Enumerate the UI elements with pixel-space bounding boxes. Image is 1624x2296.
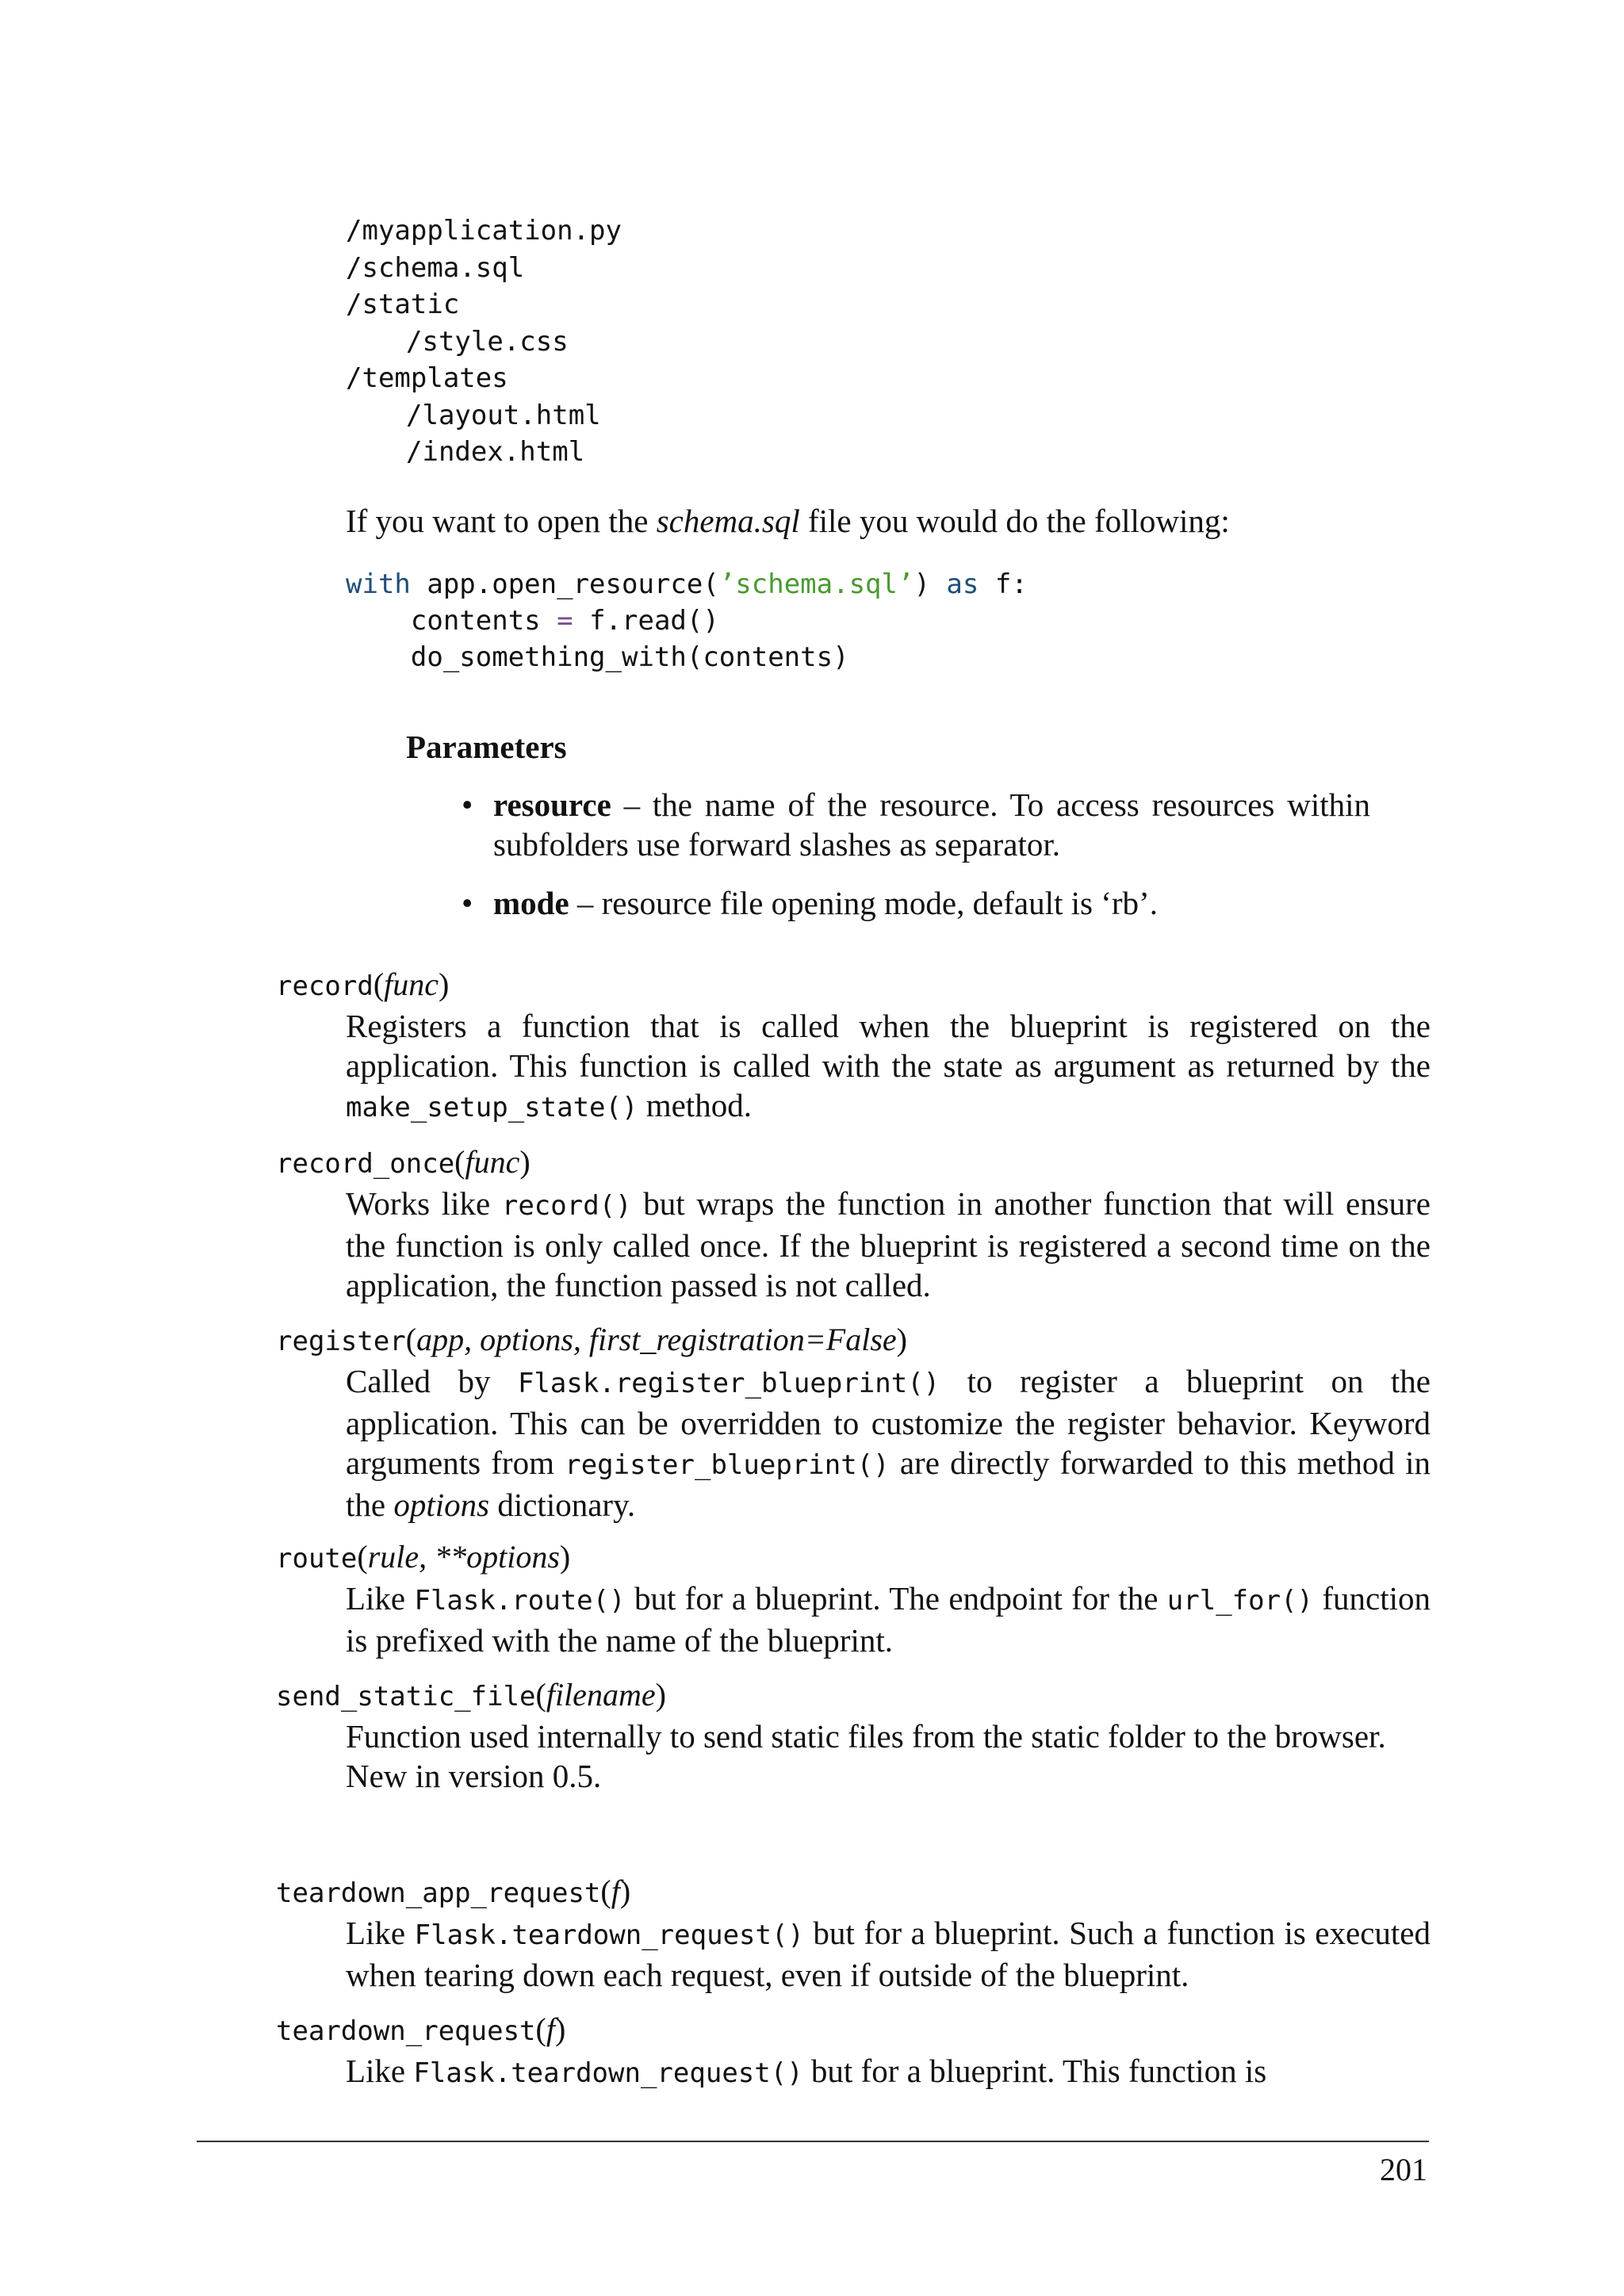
version-note: New in version 0.5. (346, 1758, 602, 1794)
method-args: f (611, 1873, 620, 1909)
intro-text: If you want to open the (346, 503, 657, 539)
method-args: func (465, 1144, 520, 1180)
inline-code: url_for() (1166, 1585, 1314, 1617)
method-name: teardown_request (276, 2015, 536, 2047)
page-number: 201 (1380, 2152, 1427, 2187)
inline-code: Flask.teardown_request() (414, 1919, 804, 1951)
method-description: Like Flask.teardown_request() but for a blueprint. Such a function is executed when tearing down each request, even if outside of the blueprint. (346, 1915, 1431, 1993)
code-keyword: as (946, 568, 979, 600)
method-name: teardown_app_request (276, 1877, 601, 1909)
method-name: send_static_file (276, 1681, 536, 1712)
code-keyword: with (346, 568, 411, 600)
code-text: contents (346, 605, 557, 637)
bullet-icon: • (462, 786, 473, 823)
code-line (346, 603, 1028, 639)
inline-code: make_setup_state() (346, 1092, 638, 1123)
method-record (276, 966, 1431, 1127)
bullet-icon: • (462, 885, 473, 921)
intro-paragraph (346, 501, 1230, 541)
tree-line: /schema.sql (346, 251, 525, 284)
tree-line: /static (346, 289, 460, 320)
code-text: f.read() (573, 605, 719, 637)
method-args: filename (546, 1677, 656, 1712)
code-example (346, 566, 1028, 675)
method-teardown-request (276, 2011, 1431, 2093)
tree-line: /myapplication.py (346, 215, 622, 247)
inline-code: Flask.route() (414, 1585, 626, 1617)
method-signature: teardown_app_request(f) (276, 1873, 631, 1909)
method-record-once (276, 1143, 1431, 1305)
method-signature: route(rule, **options) (276, 1539, 571, 1575)
code-line (346, 566, 1028, 603)
method-description: Function used internally to send static files from the static folder to the browser. (346, 1718, 1386, 1755)
inline-code: record() (501, 1190, 632, 1222)
method-args: func (384, 966, 439, 1002)
tree-line: /index.html (406, 436, 585, 468)
code-text: ) (914, 568, 947, 600)
parameter-item (462, 785, 1370, 864)
method-signature: send_static_file(filename) (276, 1677, 666, 1712)
code-line: do_something_with(contents) (346, 641, 849, 673)
footer-rule (197, 2141, 1429, 2142)
directory-tree (346, 212, 622, 471)
parameter-name: mode (493, 885, 569, 921)
parameter-name: resource (493, 786, 611, 823)
inline-code: Flask.register_blueprint() (517, 1368, 940, 1399)
parameter-desc: – resource file opening mode, default is ‘rb’. (569, 885, 1158, 921)
parameters-heading: Parameters (406, 729, 567, 765)
code-string: ’schema.sql’ (718, 568, 914, 600)
method-description: Like Flask.route() but for a blueprint. The endpoint for the url_for() function is prefixed with the name of the blueprint. (346, 1580, 1431, 1659)
parameter-item (462, 883, 1370, 923)
method-signature: record(func) (276, 966, 450, 1002)
method-signature: register(app, options, first_registration=False) (276, 1322, 907, 1357)
method-args: f (546, 2011, 555, 2047)
tree-line: /layout.html (406, 399, 601, 431)
method-name: route (276, 1543, 358, 1575)
method-name: record_once (276, 1148, 455, 1180)
tree-line: /style.css (406, 325, 569, 358)
method-teardown-app-request (276, 1873, 1431, 1995)
method-args: app, options, first_registration=False (416, 1322, 897, 1357)
method-signature: record_once(func) (276, 1144, 530, 1180)
code-text: f: (979, 568, 1028, 600)
method-description: Works like record() but wraps the function in another function that will ensure the function is only called once. If the blueprint is registered a second time on the application, the function passed is not called. (346, 1185, 1431, 1303)
method-description: Called by Flask.register_blueprint() to register a blueprint on the application. This can be overridden to customize the register behavior. Keyword arguments from register_blueprint() are directly forwarded to this method in the options dictionary. (346, 1363, 1431, 1523)
method-register (276, 1321, 1431, 1525)
emphasis-text: options (393, 1487, 490, 1523)
intro-filename: schema.sql (656, 503, 800, 539)
method-signature: teardown_request(f) (276, 2011, 566, 2047)
parameters-list (462, 785, 1370, 942)
tree-line: /templates (346, 362, 508, 394)
method-args: rule, **options (367, 1539, 560, 1575)
code-text: app.open_resource( (410, 568, 719, 600)
method-description: Registers a function that is called when the blueprint is registered on the application. This function is called with the state as argument as returned by the make_setup_state() method. (346, 1008, 1431, 1123)
parameter-desc: – the name of the resource. To access resources within subfolders use forward slashes as separator. (493, 786, 1370, 863)
method-description: Like Flask.teardown_request() but for a blueprint. This function is (346, 2053, 1267, 2089)
intro-text: file you would do the following: (799, 503, 1230, 539)
inline-code: Flask.teardown_request() (413, 2057, 803, 2089)
inline-code: register_blueprint() (565, 1449, 890, 1481)
code-operator: = (557, 605, 573, 637)
method-send-static-file (276, 1676, 1431, 1796)
method-route (276, 1538, 1431, 1660)
method-name: record (276, 970, 373, 1002)
method-name: register (276, 1326, 406, 1357)
